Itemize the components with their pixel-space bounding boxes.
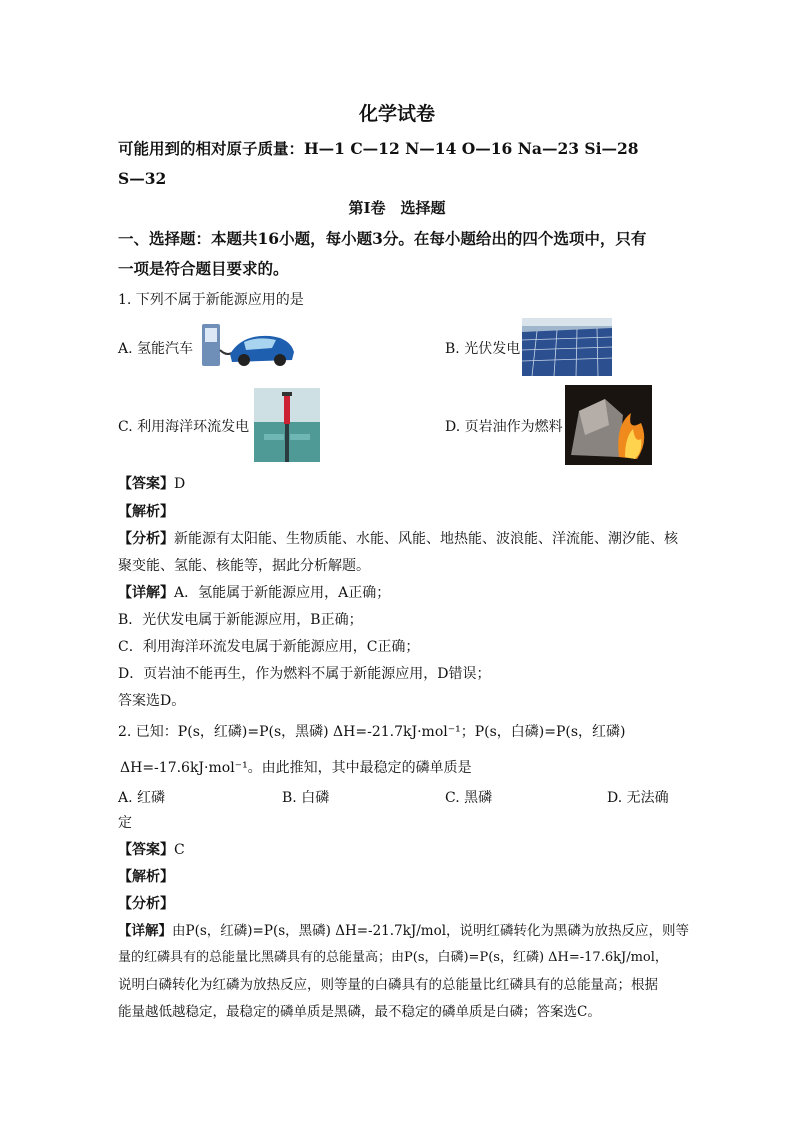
q2-option-a: A. 红磷: [118, 790, 166, 806]
q2-detail-line-2: 量的红磷具有的总能量比黑磷具有的总能量高；由P(s，白磷)=P(s，红磷) ΔH=-17.6kJ/mol，: [118, 950, 668, 965]
q2-option-c: C. 黑磷: [445, 790, 493, 806]
q1-fenxi-line-1: [118, 530, 678, 548]
q2-option-b: B. 白磷: [282, 790, 330, 806]
q1-detail-line-3: C．利用海洋环流发电属于新能源应用，C正确；: [118, 639, 420, 655]
detail-tag: 【详解】: [118, 923, 172, 939]
atomic-mass-line-2: S—32: [118, 169, 167, 188]
part-instructions-line-2: 一项是符合题目要求的。: [118, 259, 289, 278]
answer-tag: 【答案】: [118, 476, 174, 492]
answer-value: C: [174, 842, 185, 858]
solar-panel-image: [522, 318, 612, 376]
q1-detail-line-2: B．光伏发电属于新能源应用，B正确；: [118, 612, 363, 628]
q1-answer: [118, 475, 185, 493]
fenxi-text: 新能源有太阳能、生物质能、水能、风能、地热能、波浪能、洋流能、潮汐能、核: [174, 531, 678, 547]
fenxi-tag: 【分析】: [118, 531, 174, 547]
q2-detail-line-3: 说明白磷转化为红磷为放热反应，则等量的白磷具有的总能量比红磷具有的总能量高；根据: [118, 977, 658, 993]
detail-text: 由P(s，红磷)=P(s，黑磷) ΔH=-21.7kJ/mol，说明红磷转化为黑磷为放热反应，则等: [172, 923, 690, 939]
q1-fenxi-line-2: 聚变能、氢能、核能等，据此分析解题。: [118, 558, 370, 574]
answer-tag: 【答案】: [118, 842, 174, 858]
ocean-current-image: [254, 388, 320, 462]
atomic-mass-line-1: 可能用到的相对原子质量：H—1 C—12 N—14 O—16 Na—23 Si—28: [118, 139, 639, 158]
shale-oil-fire-image: [565, 385, 652, 465]
q1-option-d: D. 页岩油作为燃料: [445, 419, 563, 435]
q1-option-a: A. 氢能汽车: [118, 341, 194, 357]
q2-option-d: D. 无法确: [607, 790, 669, 806]
q1-detail-line-4: D．页岩油不能再生，作为燃料不属于新能源应用，D错误；: [118, 666, 491, 682]
q2-fenxi-tag: 【分析】: [118, 896, 174, 912]
q2-option-d-wrap: 定: [118, 815, 132, 831]
q2-detail-line-1: [118, 922, 689, 940]
section-heading: 第I卷 选择题: [348, 199, 446, 217]
detail-tag: 【详解】: [118, 585, 174, 601]
page-title: 化学试卷: [358, 103, 435, 125]
answer-value: D: [174, 476, 186, 492]
q2-stem-line-1: 2. 已知：P(s，红磷)=P(s，黑磷) ΔH=-21.7kJ·mol⁻¹；P(s，白磷)=P(s，红磷): [118, 724, 626, 740]
q2-analysis-tag: 【解析】: [118, 869, 174, 885]
q1-option-c: C. 利用海洋环流发电: [118, 419, 250, 435]
detail-text: A．氢能属于新能源应用，A正确；: [174, 585, 391, 601]
part-instructions-line-1: 一、选择题：本题共16小题，每小题3分。在每小题给出的四个选项中，只有: [118, 229, 647, 248]
q2-stem-line-2: ΔH=-17.6kJ·mol⁻¹。由此推知，其中最稳定的磷单质是: [120, 760, 472, 776]
hydrogen-car-image: [200, 320, 296, 368]
q2-answer: [118, 841, 185, 859]
q1-detail-line-1: [118, 584, 390, 602]
q1-stem: 1. 下列不属于新能源应用的是: [118, 292, 304, 308]
q1-detail-line-5: 答案选D。: [118, 693, 186, 709]
q2-detail-line-4: 能量越低越稳定，最稳定的磷单质是黑磷，最不稳定的磷单质是白磷；答案选C。: [118, 1004, 601, 1020]
q1-analysis-tag: 【解析】: [118, 504, 174, 520]
q1-option-b: B. 光伏发电: [445, 341, 521, 357]
